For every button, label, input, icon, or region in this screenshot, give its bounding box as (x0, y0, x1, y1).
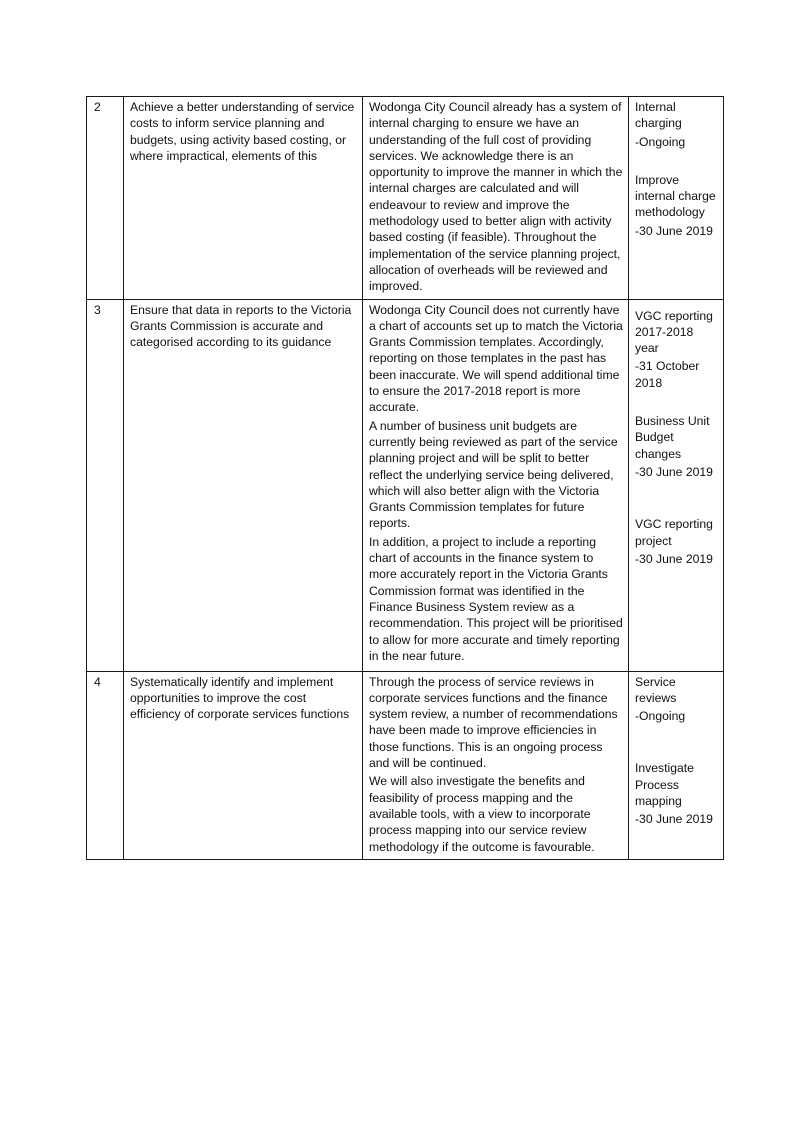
timeline-cell (629, 671, 724, 859)
timeline-date: -Ongoing (635, 709, 686, 724)
action-cell (124, 97, 363, 300)
timeline-label: Investigate Process mapping (635, 761, 694, 809)
row-number-cell (87, 299, 124, 671)
action-text: Ensure that data in reports to the Victoria Grants Commission is accurate and categorised according to its guidance (130, 302, 352, 350)
timeline-label: Service reviews (635, 674, 677, 705)
row-number-cell (87, 671, 124, 859)
timeline-date: -30 June 2019 (635, 223, 713, 238)
action-plan-table (86, 96, 724, 860)
timeline-label: Internal charging (635, 100, 682, 131)
table-row (87, 299, 724, 671)
response-cell (363, 97, 629, 300)
row-number: 3 (94, 302, 101, 317)
row-number: 4 (94, 674, 101, 689)
timeline-label: VGC reporting project (635, 517, 713, 548)
response-paragraph: Through the process of service reviews in corporate services functions and the finance system review, a number of recommendations have been made to improve efficiencies in those functions. This is an ongoing process and will be continued. (369, 674, 618, 771)
response-paragraph: Wodonga City Council does not currently have a chart of accounts set up to match the Victoria Grants Commission templates. Accordingly, reporting on those templates in the past has been inaccurate. We will spend additional time to ensure the 2017-2018 report is more accurate. (369, 302, 623, 415)
timeline-date: -30 June 2019 (635, 812, 713, 827)
response-cell (363, 299, 629, 671)
timeline-date: -31 October 2018 (635, 359, 700, 390)
timeline-item (635, 172, 719, 239)
action-cell (124, 299, 363, 671)
row-number: 2 (94, 100, 101, 114)
timeline-item (635, 760, 719, 827)
timeline-date: -Ongoing (635, 134, 686, 149)
timeline-label: Improve internal charge methodology (635, 172, 716, 220)
timeline-item (635, 99, 719, 150)
action-cell (124, 671, 363, 859)
timeline-item (635, 308, 719, 391)
response-paragraph: A number of business unit budgets are currently being reviewed as part of the service planning project and will be split to better reflect the underlying service being delivered, which will also better align with the Victoria Grants Commission templates for future reports. (369, 418, 618, 531)
table-row (87, 671, 724, 859)
timeline-date: -30 June 2019 (635, 551, 713, 566)
action-text: Achieve a better understanding of service costs to inform service planning and budgets, using activity based costing, or where impractical, elements of this (130, 100, 355, 163)
response-cell (363, 671, 629, 859)
response-paragraph: Wodonga City Council already has a system of internal charging to ensure we have an understanding of the full cost of providing services. We acknowledge there is an opportunity to improve the manner in which the internal charges are calculated and will endeavour to review and improve the methodology used to better align with activity based costing (if feasible). Throughout the implementation of the service planning project, allocation of overheads will be reviewed and improved. (369, 100, 623, 294)
action-text: Systematically identify and implement opportunities to improve the cost efficiency of corporate services functions (130, 674, 350, 722)
response-paragraph: In addition, a project to include a reporting chart of accounts in the finance system to more accurately report in the Victoria Grants Commission format was identified in the Finance Business System review as a recommendation. This project will be prioritised to allow for more accurate and timely reporting in the near future. (369, 534, 623, 663)
timeline-label: VGC reporting 2017-2018 year (635, 308, 713, 356)
row-number-cell (87, 97, 124, 300)
response-paragraph: We will also investigate the benefits and feasibility of process mapping and the available tools, with a view to incorporate process mapping into our service review methodology if the outcome is favourable. (369, 774, 595, 854)
timeline-date: -30 June 2019 (635, 464, 713, 479)
timeline-cell (629, 299, 724, 671)
timeline-cell (629, 97, 724, 300)
table-row (87, 97, 724, 300)
timeline-item (635, 516, 719, 567)
timeline-item (635, 674, 719, 725)
timeline-label: Business Unit Budget changes (635, 414, 710, 461)
timeline-item (635, 413, 719, 480)
